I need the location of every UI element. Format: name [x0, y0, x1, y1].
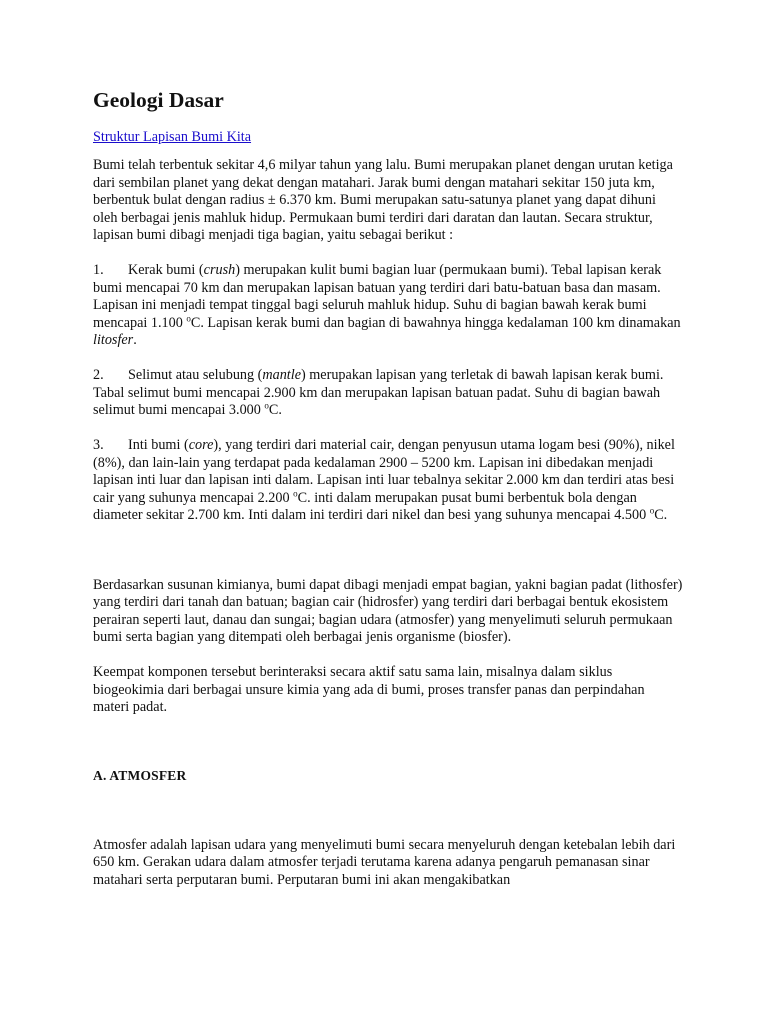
list-item-core	[93, 437, 683, 525]
list-number: 3.	[93, 437, 104, 453]
item-text: ) merupakan lapisan yang terletak di bawah lapisan kerak bumi. Tabal selimut bumi mencapai 2.900 km dan merupakan lapisan batuan padat. Suhu di bagian bawah selimut bumi mencapai 3.000	[93, 367, 664, 418]
intro-paragraph: Bumi telah terbentuk sekitar 4,6 milyar tahun yang lalu. Bumi merupakan planet dengan urutan ketiga dari sembilan planet yang dekat dengan matahari. Jarak bumi dengan matahari sekitar 150 juta km, berbentuk bulat dengan radius ± 6.370 km. Bumi merupakan satu-satunya planet yang dapat dihuni oleh berbagai jenis mahluk hidup. Permukaan bumi terdiri dari daratan dan lautan. Secara struktur, lapisan bumi dibagi menjadi tiga bagian, yaitu sebagai berikut :	[93, 157, 673, 243]
degree-superscript: o	[293, 487, 298, 498]
item-text: Selimut atau selubung (	[128, 367, 263, 383]
item-text: Inti bumi (	[128, 437, 189, 453]
item-text: Kerak bumi (	[128, 262, 204, 278]
list-number: 2.	[93, 367, 104, 383]
item-text: C.	[654, 507, 668, 523]
item-text: C. inti dalam merupakan pusat bumi berbentuk bola dengan diameter sekitar 2.700 km. Inti dalam ini terdiri dari nikel dan besi yang suhunya mencapai 4.500	[93, 489, 650, 523]
list-number: 1.	[93, 262, 104, 278]
paragraph-komponen: Keempat komponen tersebut berinteraksi secara aktif satu sama lain, misalnya dalam siklus biogeokimia dari berbagai unsure kimia yang ada di bumi, proses transfer panas dan perpindahan materi padat.	[93, 664, 645, 715]
item-term: crush	[203, 262, 236, 278]
section-heading-atmosfer: A. ATMOSFER	[93, 767, 187, 783]
degree-superscript: o	[649, 505, 655, 516]
degree-superscript: o	[186, 312, 191, 323]
degree-superscript: o	[264, 400, 269, 411]
paragraph-kimia: Berdasarkan susunan kimianya, bumi dapat dibagi menjadi empat bagian, yakni bagian padat (lithosfer) yang terdiri dari tanah dan batuan; bagian cair (hidrosfer) yang terdiri dari berbagai bentuk ekosistem perairan seperti laut, danau dan sungai; bagian udara (atmosfer) yang menyelimuti seluruh permukaan bumi serta bagian yang ditempati oleh berbagai jenis organisme (biosfer).	[93, 576, 683, 645]
document-title: Geologi Dasar	[93, 88, 224, 112]
item-term: mantle	[262, 367, 301, 383]
item-text: .	[133, 332, 137, 348]
item-term: core	[188, 437, 214, 453]
list-item-crust	[93, 262, 683, 350]
item-text: ) merupakan kulit bumi bagian luar (permukaan bumi). Tebal lapisan kerak bumi mencapai 70 km dan merupakan lapisan batuan yang terdiri dari batu-batuan basa dan masam. Lapisan ini menjadi tempat tinggal bagi seluruh mahluk hidup. Suhu di bagian bawah kerak bumi mencapai 1.100	[93, 262, 662, 331]
struktur-lapisan-link[interactable]: Struktur Lapisan Bumi Kita	[93, 129, 252, 145]
item-text: C.	[268, 402, 282, 418]
item-text: C. Lapisan kerak bumi dan bagian di bawahnya hingga kedalaman 100 km dinamakan	[190, 314, 681, 331]
list-item-mantle	[93, 367, 683, 420]
item-text: ), yang terdiri dari material cair, dengan penyusun utama logam besi (90%), nikel (8%), dan lain-lain yang terdapat pada kedalaman 2900 – 5200 km. Lapisan ini dibedakan menjadi lapisan inti luar dan lapisan inti dalam. Lapisan inti luar tebalnya sekitar 2.000 km dan terdiri atas besi cair yang suhunya mencapai 2.200	[93, 437, 675, 506]
paragraph-atmosfer: Atmosfer adalah lapisan udara yang menyelimuti bumi secara menyeluruh dengan ketebalan lebih dari 650 km. Gerakan udara dalam atmosfer terjadi terutama karena adanya pengaruh pemanasan sinar matahari serta perputaran bumi. Perputaran bumi ini akan mengakibatkan	[93, 836, 676, 888]
document-page	[93, 86, 683, 889]
item-term: litosfer	[93, 332, 134, 348]
